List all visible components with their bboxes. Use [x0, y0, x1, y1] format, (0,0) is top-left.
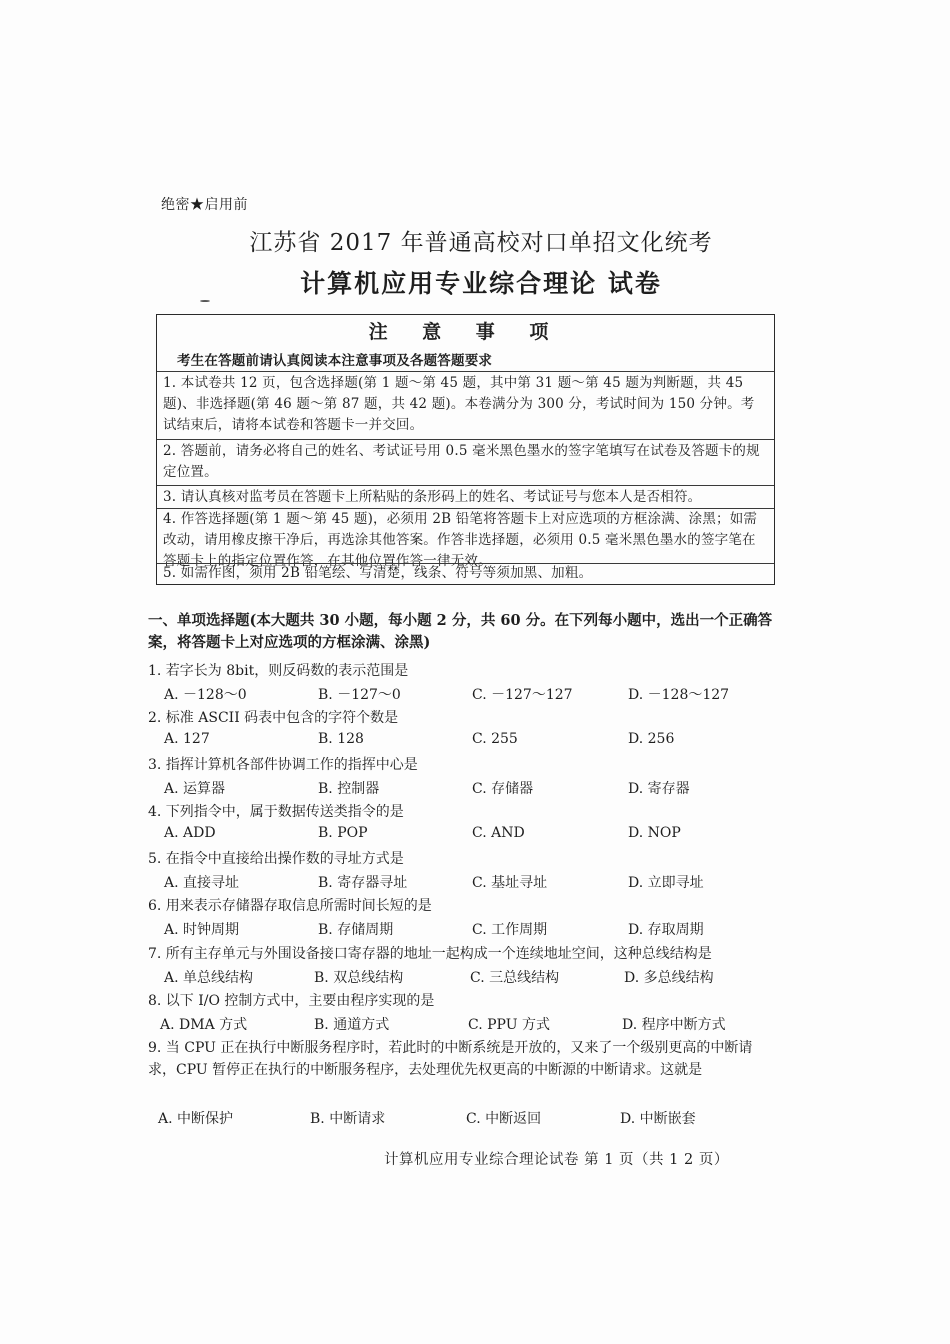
option-b: B. 中断请求 [310, 1111, 386, 1127]
option-b: B. POP [318, 825, 368, 841]
scan-speck [200, 300, 210, 302]
option-b: B. 通道方式 [314, 1017, 390, 1033]
page-footer: 计算机应用专业综合理论试卷 第 1 页（共 1 2 页） [384, 1152, 729, 1168]
option-c: C. AND [472, 825, 525, 841]
option-c: C. 三总线结构 [470, 970, 560, 986]
option-c: C. PPU 方式 [468, 1017, 550, 1033]
notice-subtitle: 考生在答题前请认真阅读本注意事项及各题答题要求 [177, 353, 493, 369]
option-c: C. 255 [472, 731, 518, 747]
option-c: C. －127～127 [472, 687, 573, 703]
option-a: A. 127 [164, 731, 210, 747]
option-b: B. 双总线结构 [314, 970, 404, 986]
option-d: D. 寄存器 [628, 781, 690, 797]
option-d: D. 256 [628, 731, 675, 747]
option-d: D. NOP [628, 825, 681, 841]
secret-label: 绝密★启用前 [161, 197, 248, 213]
notice-divider [157, 485, 774, 486]
question-stem: 7. 所有主存单元与外围设备接口寄存器的地址一起构成一个连续地址空间，这种总线结构是 [148, 946, 712, 962]
option-a: A. ADD [164, 825, 216, 841]
question-stem: 2. 标准 ASCII 码表中包含的字符个数是 [148, 710, 399, 726]
option-a: A. 时钟周期 [164, 922, 240, 938]
notice-divider [157, 371, 774, 372]
notice-title: 注 意 事 项 [368, 321, 563, 343]
exam-title: 江苏省 2017 年普通高校对口单招文化统考 [249, 230, 713, 256]
question-stem: 4. 下列指令中，属于数据传送类指令的是 [148, 804, 404, 820]
option-b: B. －127～0 [318, 687, 401, 703]
notice-item-5: 5. 如需作图，须用 2B 铅笔绘、写清楚，线条、符号等须加黑、加粗。 [163, 565, 593, 581]
option-a: A. －128～0 [164, 687, 247, 703]
question-stem: 5. 在指令中直接给出操作数的寻址方式是 [148, 851, 404, 867]
notice-divider [157, 439, 774, 440]
option-d: D. 存取周期 [628, 922, 704, 938]
paper-title: 计算机应用专业综合理论 试卷 [300, 269, 662, 298]
option-a: A. 运算器 [164, 781, 226, 797]
section-heading: 一、单项选择题(本大题共 30 小题，每小题 2 分，共 60 分。在下列每小题中，选出一个正确答案，将答题卡上对应选项的方框涂满、涂黑) [148, 612, 773, 651]
option-c: C. 基址寻址 [472, 875, 548, 891]
option-d: D. 多总线结构 [624, 970, 714, 986]
option-b: B. 128 [318, 731, 364, 747]
option-b: B. 控制器 [318, 781, 380, 797]
notice-item-4: 4. 作答选择题(第 1 题～第 45 题)，必须用 2B 铅笔将答题卡上对应选项的方框涂满、涂黑；如需改动，请用橡皮擦干净后，再选涂其他答案。作答非选择题，必须用 0.5 毫米黑色墨水的签字笔在答题卡上的指定位置作答，在其他位置作答一律无效。 [163, 511, 758, 569]
option-c: C. 工作周期 [472, 922, 548, 938]
notice-item-2: 2. 答题前，请务必将自己的姓名、考试证号用 0.5 毫米黑色墨水的签字笔填写在试卷及答题卡的规定位置。 [163, 443, 760, 480]
option-d: D. 立即寻址 [628, 875, 704, 891]
question-stem: 8. 以下 I/O 控制方式中，主要由程序实现的是 [148, 993, 435, 1009]
option-a: A. DMA 方式 [160, 1017, 248, 1033]
option-a: A. 直接寻址 [164, 875, 240, 891]
option-a: A. 中断保护 [158, 1111, 234, 1127]
option-d: D. 程序中断方式 [622, 1017, 726, 1033]
question-stem: 3. 指挥计算机各部件协调工作的指挥中心是 [148, 757, 418, 773]
question-stem: 9. 当 CPU 正在执行中断服务程序时，若此时的中断系统是开放的，又来了一个级别更高的中断请求，CPU 暂停正在执行的中断服务程序，去处理优先权更高的中断源的中断请求。这就是 [148, 1040, 753, 1078]
question-stem: 6. 用来表示存储器存取信息所需时间长短的是 [148, 898, 432, 914]
question-stem: 1. 若字长为 8bit，则反码数的表示范围是 [148, 663, 409, 679]
notice-item-1: 1. 本试卷共 12 页，包含选择题(第 1 题～第 45 题，其中第 31 题～第 45 题为判断题，共 45 题)、非选择题(第 46 题～第 87 题，共 42 题)。本卷满分为 300 分，考试时间为 150 分钟。考试结束后，请将本试卷和答题卡一并交回。 [163, 375, 755, 433]
notice-box [156, 314, 775, 585]
notice-item-3: 3. 请认真核对监考员在答题卡上所粘贴的条形码上的姓名、考试证号与您本人是否相符。 [163, 489, 702, 505]
option-d: D. －128～127 [628, 687, 730, 703]
option-b: B. 寄存器寻址 [318, 875, 408, 891]
option-c: C. 存储器 [472, 781, 534, 797]
option-c: C. 中断返回 [466, 1111, 542, 1127]
option-a: A. 单总线结构 [164, 970, 254, 986]
option-d: D. 中断嵌套 [620, 1111, 696, 1127]
option-b: B. 存储周期 [318, 922, 394, 938]
